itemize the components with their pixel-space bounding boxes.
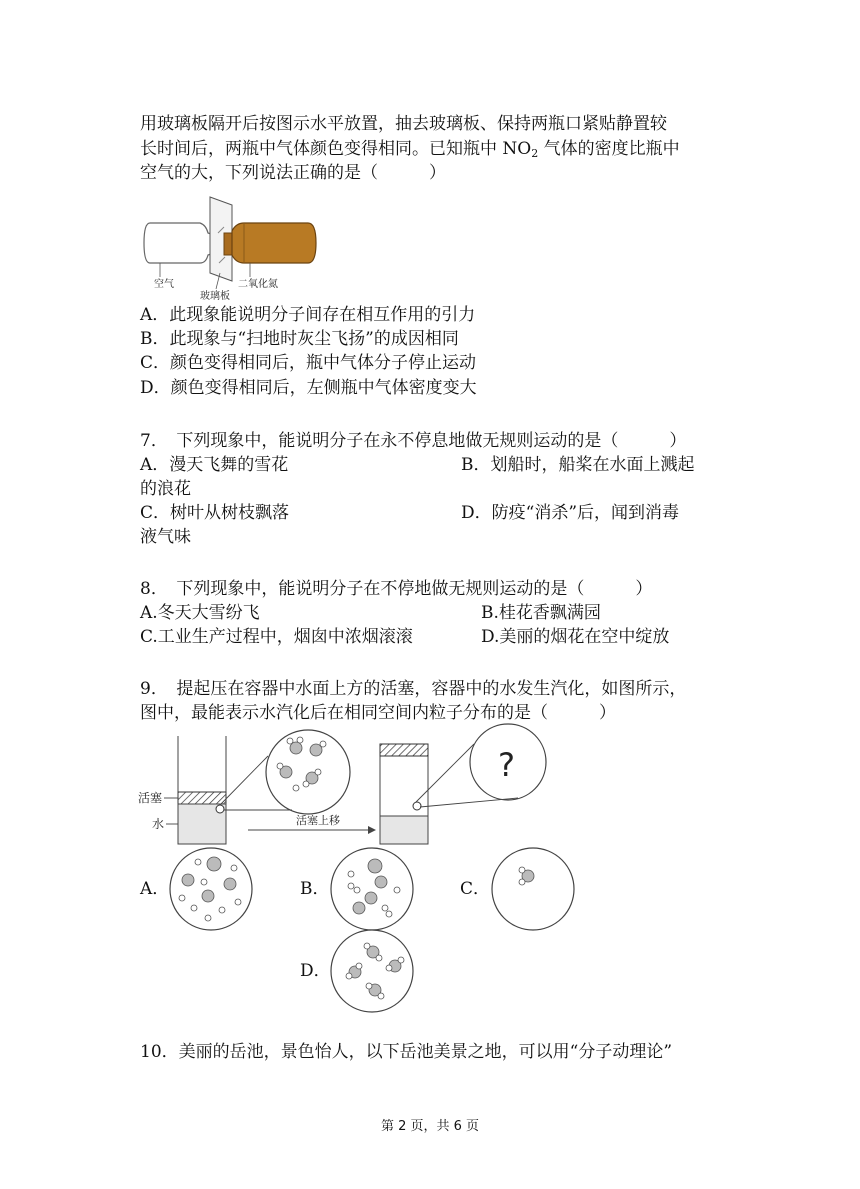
q7-option-d-line1: D．防疫“消杀”后，闻到消毒	[461, 503, 680, 523]
q10-stem: 10．美丽的岳池，景色怡人，以下岳池美景之地，可以用“分子动理论”	[140, 1042, 673, 1062]
page-footer: 第 2 页，共 6 页	[380, 1119, 480, 1134]
q9-stem-line2: 图中，最能表示水汽化后在相同空间内粒子分布的是（ ）	[140, 703, 616, 723]
q6-stem-line1: 用玻璃板隔开后按图示水平放置，抽去玻璃板、保持两瓶口紧贴静置较	[140, 114, 667, 134]
option-d-circle	[329, 928, 415, 1014]
q8-stem: 8． 下列现象中，能说明分子在不停地做无规则运动的是（ ）	[140, 579, 653, 599]
q6-option-c: C．颜色变得相同后，瓶中气体分子停止运动	[140, 353, 477, 373]
label-piston-move: 活塞上移	[296, 814, 340, 827]
q8-option-d: D.美丽的烟花在空中绽放	[481, 627, 670, 647]
q7-option-c: C．树叶从树枝飘落	[140, 503, 290, 523]
q7-option-d-line2: 液气味	[140, 527, 191, 547]
label-air: 空气	[154, 279, 174, 290]
vaporization-figure	[130, 720, 560, 850]
label-water: 水	[152, 817, 165, 831]
q7-option-b-line1: B．划船时，船桨在水面上溅起	[461, 455, 695, 475]
option-a-circle	[168, 846, 254, 932]
q7-option-b-line2: 的浪花	[140, 479, 191, 499]
label-piston: 活塞	[138, 791, 163, 805]
q6-stem-line3: 空气的大，下列说法正确的是（ ）	[140, 163, 446, 183]
q6-option-a: A．此现象能说明分子间存在相互作用的引力	[140, 305, 476, 325]
q7-stem: 7． 下列现象中，能说明分子在永不停息地做无规则运动的是（ ）	[140, 431, 687, 451]
question-mark: ?	[498, 746, 515, 784]
option-c-circle	[490, 846, 576, 932]
q9-stem-line1: 9． 提起压在容器中水面上方的活塞，容器中的水发生汽化，如图所示，	[140, 679, 687, 699]
bottles-figure	[140, 193, 320, 303]
q6-option-b: B．此现象与“扫地时灰尘飞扬”的成因相同	[140, 329, 459, 349]
label-glass-plate: 玻璃板	[200, 291, 230, 302]
q8-option-b: B.桂花香飘满园	[481, 603, 601, 623]
q7-option-a: A．漫天飞舞的雪花	[140, 455, 289, 475]
option-b-circle	[329, 846, 415, 932]
q9-option-c-label: C．	[460, 879, 491, 899]
label-no2: 二氧化氮	[238, 279, 278, 290]
q9-option-b-label: B．	[300, 879, 330, 899]
q9-option-d-label: D．	[300, 961, 331, 981]
q8-option-a: A.冬天大雪纷飞	[140, 603, 260, 623]
q6-option-d: D．颜色变得相同后，左侧瓶中气体密度变大	[140, 378, 477, 398]
q6-stem-line2: 长时间后，两瓶中气体颜色变得相同。已知瓶中 $NO_2$ 气体的密度比瓶中	[140, 139, 680, 160]
q8-option-c: C.工业生产过程中，烟囱中浓烟滚滚	[140, 627, 413, 647]
q9-option-a-label: A．	[140, 879, 170, 899]
